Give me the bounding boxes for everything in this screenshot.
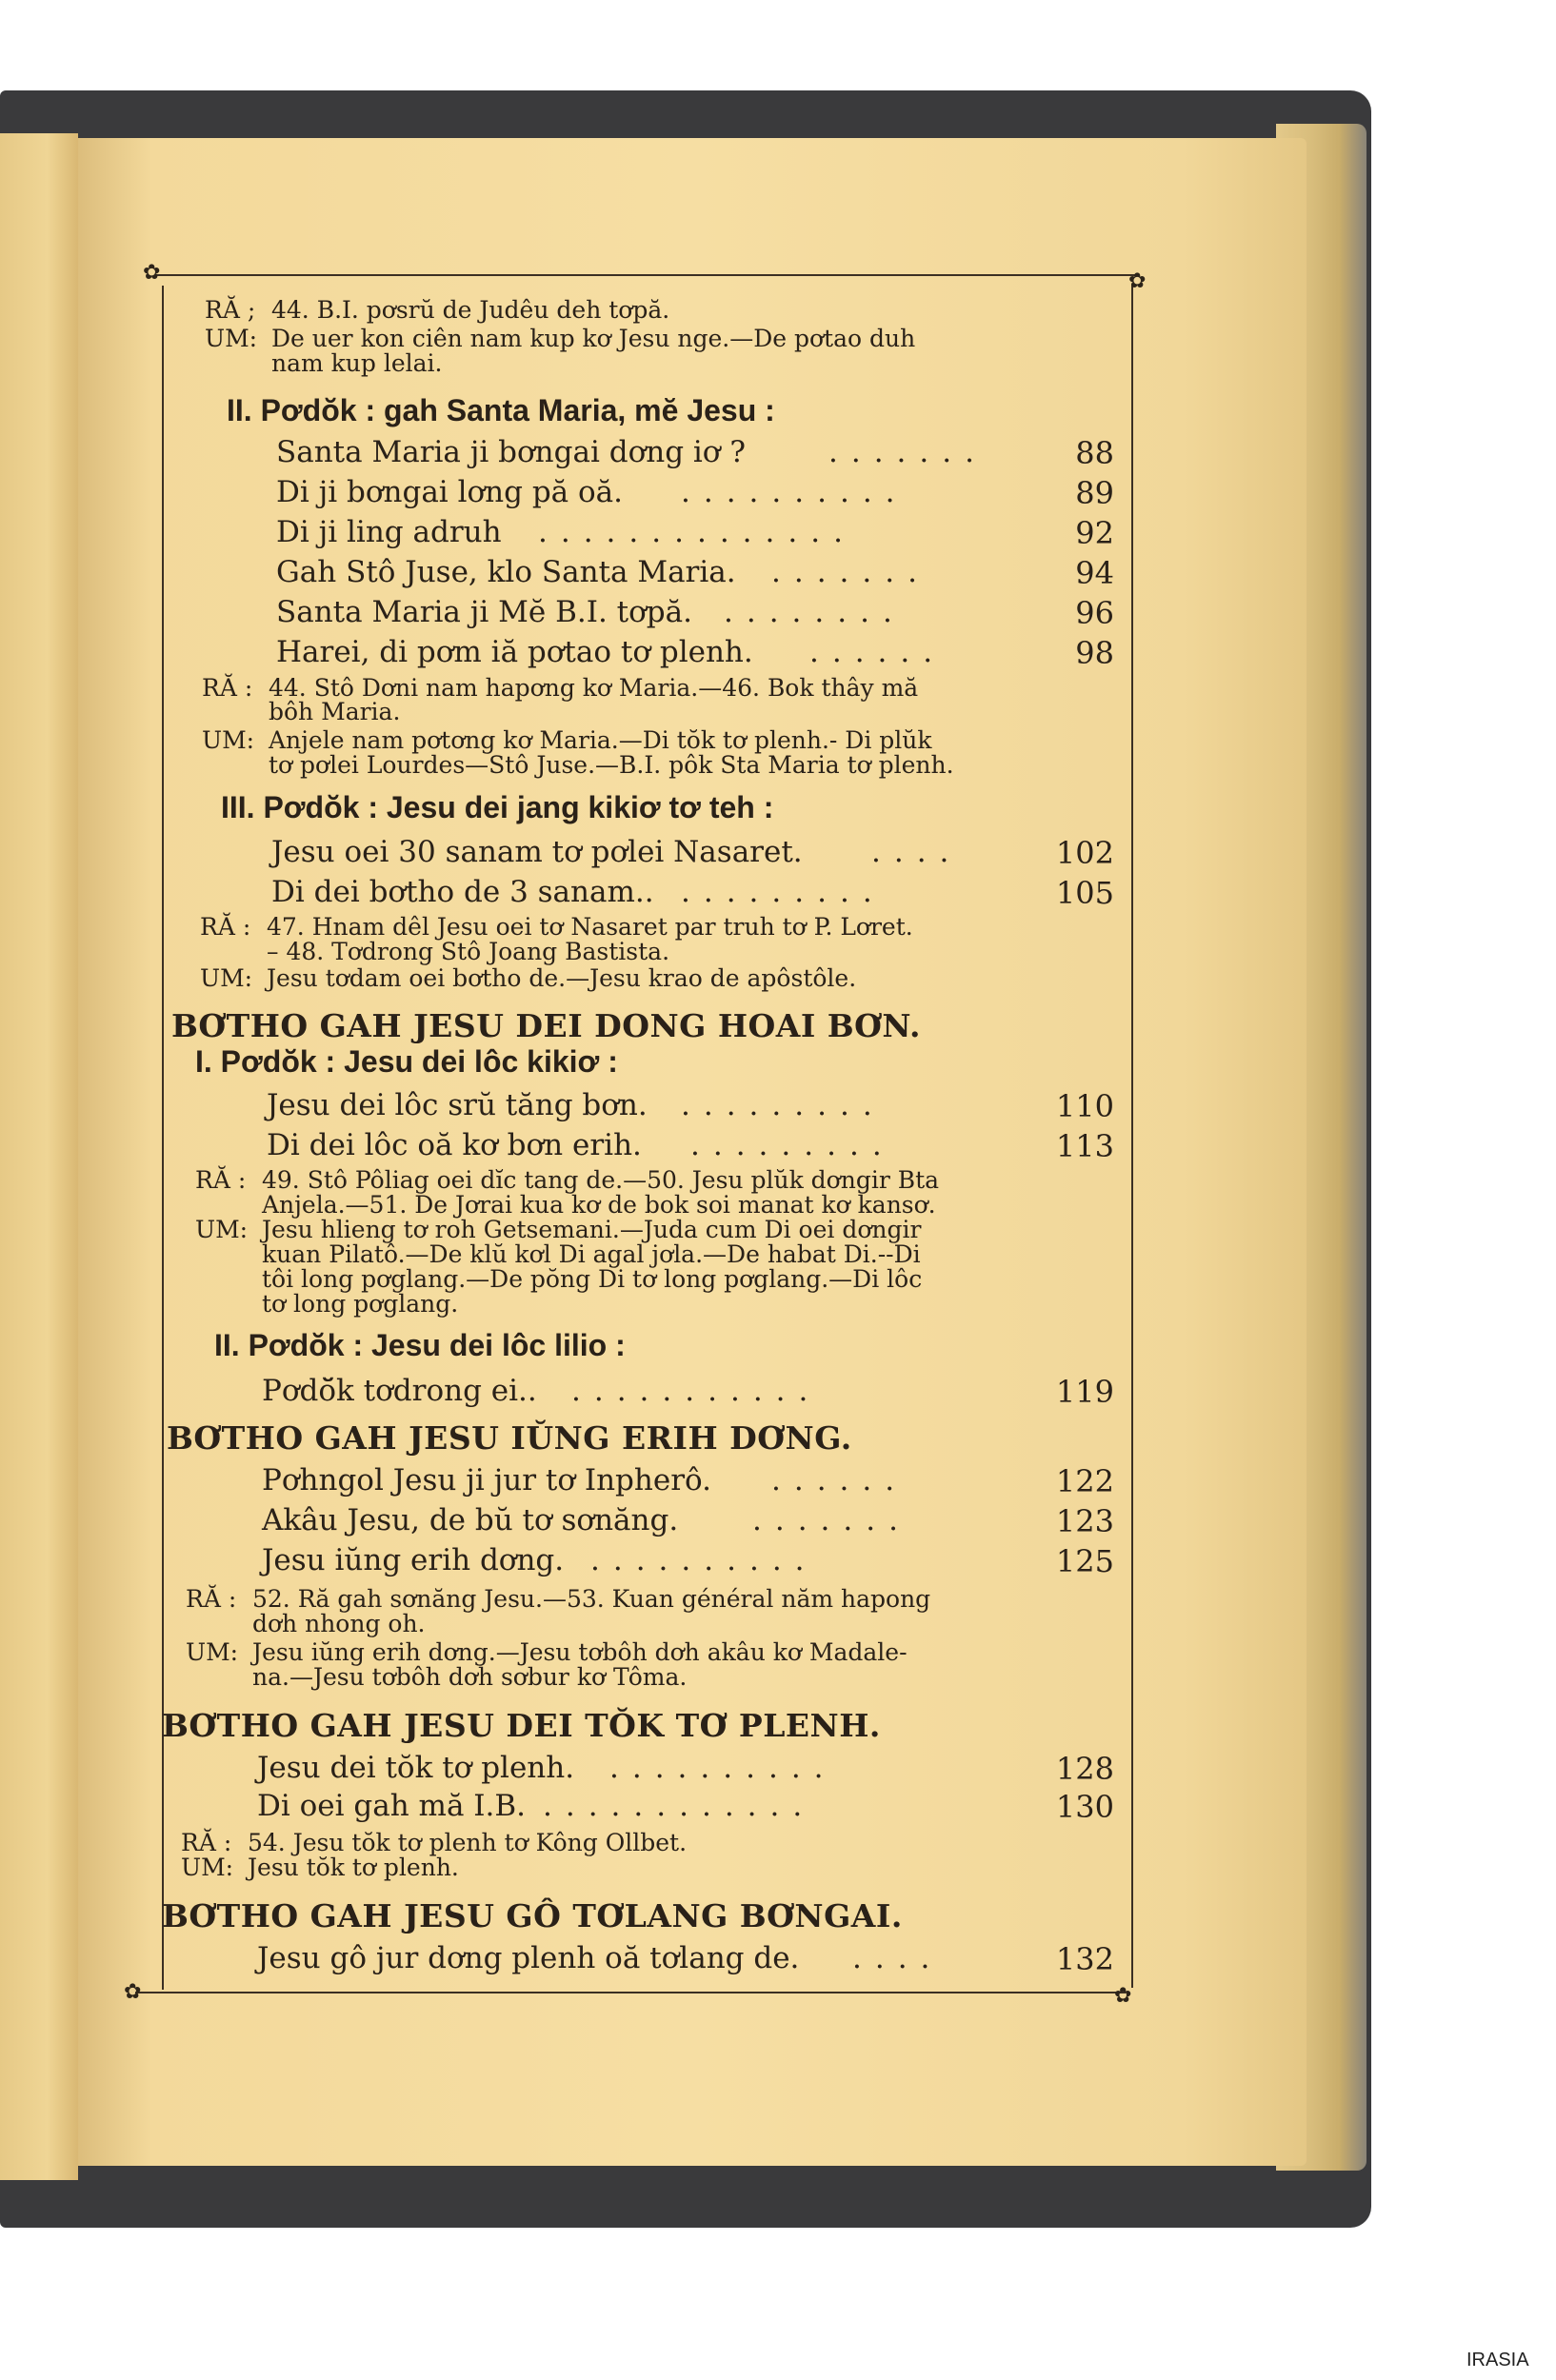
leader-dots: ...... [809, 635, 947, 669]
toc-entry-text: Di ji ling adruh [276, 515, 502, 549]
frame-rule-top [154, 274, 1135, 276]
leader-dots: .......... [609, 1751, 837, 1785]
toc-page-number: 98 [1075, 635, 1114, 671]
toc-entry-text: Santa Maria ji bơngai dơng iơ ? [276, 435, 746, 469]
leader-dots: .... [852, 1941, 944, 1975]
leader-dots: ....... [828, 435, 987, 469]
corner-ornament-icon: ✿ [1128, 269, 1147, 293]
um-note-cont: tơ pơlei Lourdes—Stô Juse.—B.I. pôk Sta Maria tơ plenh. [269, 751, 954, 779]
leader-dots: ....... [771, 555, 930, 589]
ra-note-cont: dơh nhong oh. [252, 1610, 426, 1637]
leader-dots: ...... [771, 1463, 908, 1497]
toc-page-number: 125 [1055, 1543, 1114, 1579]
chapter-title: BƠTHO GAH JESU DEI TŎK TƠ PLENH. [162, 1707, 881, 1744]
section-title: I. Pơdŏ̆k : Jesu dei lôc kikiơ : [195, 1044, 618, 1079]
toc-page-number: 102 [1055, 835, 1114, 871]
um-note: UM: Anjele nam pơtơng kơ Maria.—Di tŏk tơ plenh.- Di plŭk [202, 726, 932, 754]
chapter-title: BƠTHO GAH JESU GÔ TƠLANG BƠNGAI. [162, 1897, 903, 1934]
toc-page-number: 123 [1055, 1503, 1114, 1539]
um-note: UM: Jesu tơdam oei bơtho de.—Jesu krao de apôstôle. [200, 964, 857, 992]
ra-note-cont: Anjela.—51. De Jơrai kua kơ de bok soi manat kơ kansơ. [262, 1191, 936, 1219]
um-note-cont: tôi long pơglang.—De pŏng Di tơ long pơglang.—Di lôc [262, 1265, 923, 1293]
toc-page-number: 105 [1055, 875, 1114, 911]
leader-dots: .... [871, 835, 963, 869]
ra-note: RĂ ; 44. B.I. pơsrŭ de Judêu deh tơpă. [205, 296, 670, 324]
toc-entry-text: Santa Maria ji Mĕ B.I. tơpă. [276, 595, 692, 629]
um-note: UM: Jesu hlieng tơ roh Getsemani.—Juda cum Di oei dơngir [195, 1216, 922, 1243]
toc-entry-text: Pơdŏ̆k tơdrong ei.. [262, 1374, 537, 1408]
toc-page-number: 88 [1075, 435, 1114, 471]
toc-entry-text: Di dei lôc oă kơ bơn erih. [267, 1128, 642, 1162]
um-note-cont: na.—Jesu tơbôh dơh sơbur kơ Tôma. [252, 1663, 688, 1691]
toc-page-number: 89 [1075, 475, 1114, 511]
toc-page-number: 122 [1055, 1463, 1114, 1499]
toc-page-number: 110 [1055, 1088, 1114, 1124]
toc-page-number: 113 [1055, 1128, 1114, 1164]
toc-entry-text: Jesu oei 30 sanam tơ pơlei Nasaret. [271, 835, 803, 869]
toc-entry-text: Di ji bơngai lơng pă oă. [276, 475, 623, 509]
leader-dots: ........ [724, 595, 906, 629]
ra-note: RĂ : 52. Ră gah sơnăng Jesu.—53. Kuan général năm hapong [186, 1585, 931, 1613]
um-note-cont: nam kup lelai. [271, 349, 443, 377]
toc-page-number: 96 [1075, 595, 1114, 631]
toc-page-number: 130 [1055, 1789, 1114, 1825]
frame-rule-right [1131, 284, 1133, 1988]
leader-dots: ........... [571, 1374, 822, 1408]
toc-entry-text: Jesu gô jur dơng plenh oă tơlang de. [257, 1941, 800, 1975]
section-title-part3: III. Pơdŏ̆k : Jesu dei jang kikiơ tơ teh : [221, 790, 774, 824]
um-note: UM: Jesu iŭng erih dơng.—Jesu tơbôh dơh akâu kơ Madale- [186, 1638, 908, 1666]
ra-note: RĂ : 49. Stô Pôliag oei dĭc tang de.—50. Jesu plŭk dơngir Bta [195, 1166, 940, 1194]
toc-page-number: 94 [1075, 555, 1114, 591]
toc-page-number: 119 [1055, 1374, 1114, 1410]
toc-entry-text: Di dei bơtho de 3 sanam.. [271, 875, 654, 909]
ra-note: RĂ : 44. Stô Dơni nam hapơng kơ Maria.—46. Bok thây mă [202, 674, 919, 702]
toc-entry-text: Jesu iŭng erih dơng. [262, 1543, 565, 1577]
section-title: II. Pơdŏ̆k : Jesu dei lôc lilio : [214, 1328, 626, 1362]
toc-entry-text: Jesu dei lôc srŭ tăng bơn. [267, 1088, 648, 1122]
leader-dots: .............. [538, 515, 856, 549]
toc-page-number: 132 [1055, 1941, 1114, 1977]
corner-ornament-icon: ✿ [124, 1980, 142, 2004]
frame-rule-bottom [135, 1992, 1126, 1993]
ra-note: RĂ : 47. Hnam dêl Jesu oei tơ Nasaret par truh tơ P. Lơret. [200, 913, 913, 941]
toc-entry-text: Akâu Jesu, de bŭ tơ sơnăng. [262, 1503, 679, 1537]
leader-dots: ......... [690, 1128, 895, 1162]
leader-dots: ....... [752, 1503, 911, 1537]
leader-dots: ......... [681, 1088, 886, 1122]
chapter-title: BƠTHO GAH JESU IŬNG ERIH DƠNG. [167, 1419, 852, 1457]
toc-entry-text: Jesu dei tŏk tơ plenh. [257, 1751, 575, 1785]
ra-note: RĂ : 54. Jesu tŏk tơ plenh tơ Kông Ollbet. [181, 1829, 688, 1856]
um-note-cont: kuan Pilatô.—De klŭ kơl Di agal jơla.—De habat Di.--Di [262, 1240, 921, 1268]
leader-dots: .......... [681, 475, 908, 509]
watermark: IRASIA [1466, 2350, 1529, 2370]
leader-dots: ............ [543, 1789, 816, 1823]
left-page-edge [0, 133, 78, 2180]
toc-page-number: 128 [1055, 1751, 1114, 1787]
toc-entry-text: Gah Stô Juse, klo Santa Maria. [276, 555, 736, 589]
toc-entry-text: Pơhngol Jesu ji jur tơ Inpherô. [262, 1463, 711, 1497]
ra-note-cont: – 48. Tơdrong Stô Joang Bastista. [267, 938, 670, 965]
leader-dots: .......... [590, 1543, 818, 1577]
um-note: UM: De uer kon ciên nam kup kơ Jesu nge.—De pơtao duh [205, 325, 916, 352]
toc-entry-text: Di oei gah mă I.B. [257, 1789, 527, 1823]
um-note: UM: Jesu tŏk tơ plenh. [181, 1854, 459, 1881]
toc-entry-text: Harei, di pơm iă pơtao tơ plenh. [276, 635, 753, 669]
chapter-title: BƠTHO GAH JESU DEI DONG HOAI BƠN. [171, 1007, 921, 1044]
toc-page-number: 92 [1075, 515, 1114, 551]
leader-dots: ......... [681, 875, 886, 909]
ra-note-cont: bôh Maria. [269, 698, 401, 725]
section-title-part2: II. Pơdŏ̆k : gah Santa Maria, mĕ Jesu : [227, 393, 775, 427]
corner-ornament-icon: ✿ [1114, 1984, 1132, 2008]
um-note-cont: tơ long pơglang. [262, 1290, 459, 1318]
corner-ornament-icon: ✿ [143, 261, 161, 285]
